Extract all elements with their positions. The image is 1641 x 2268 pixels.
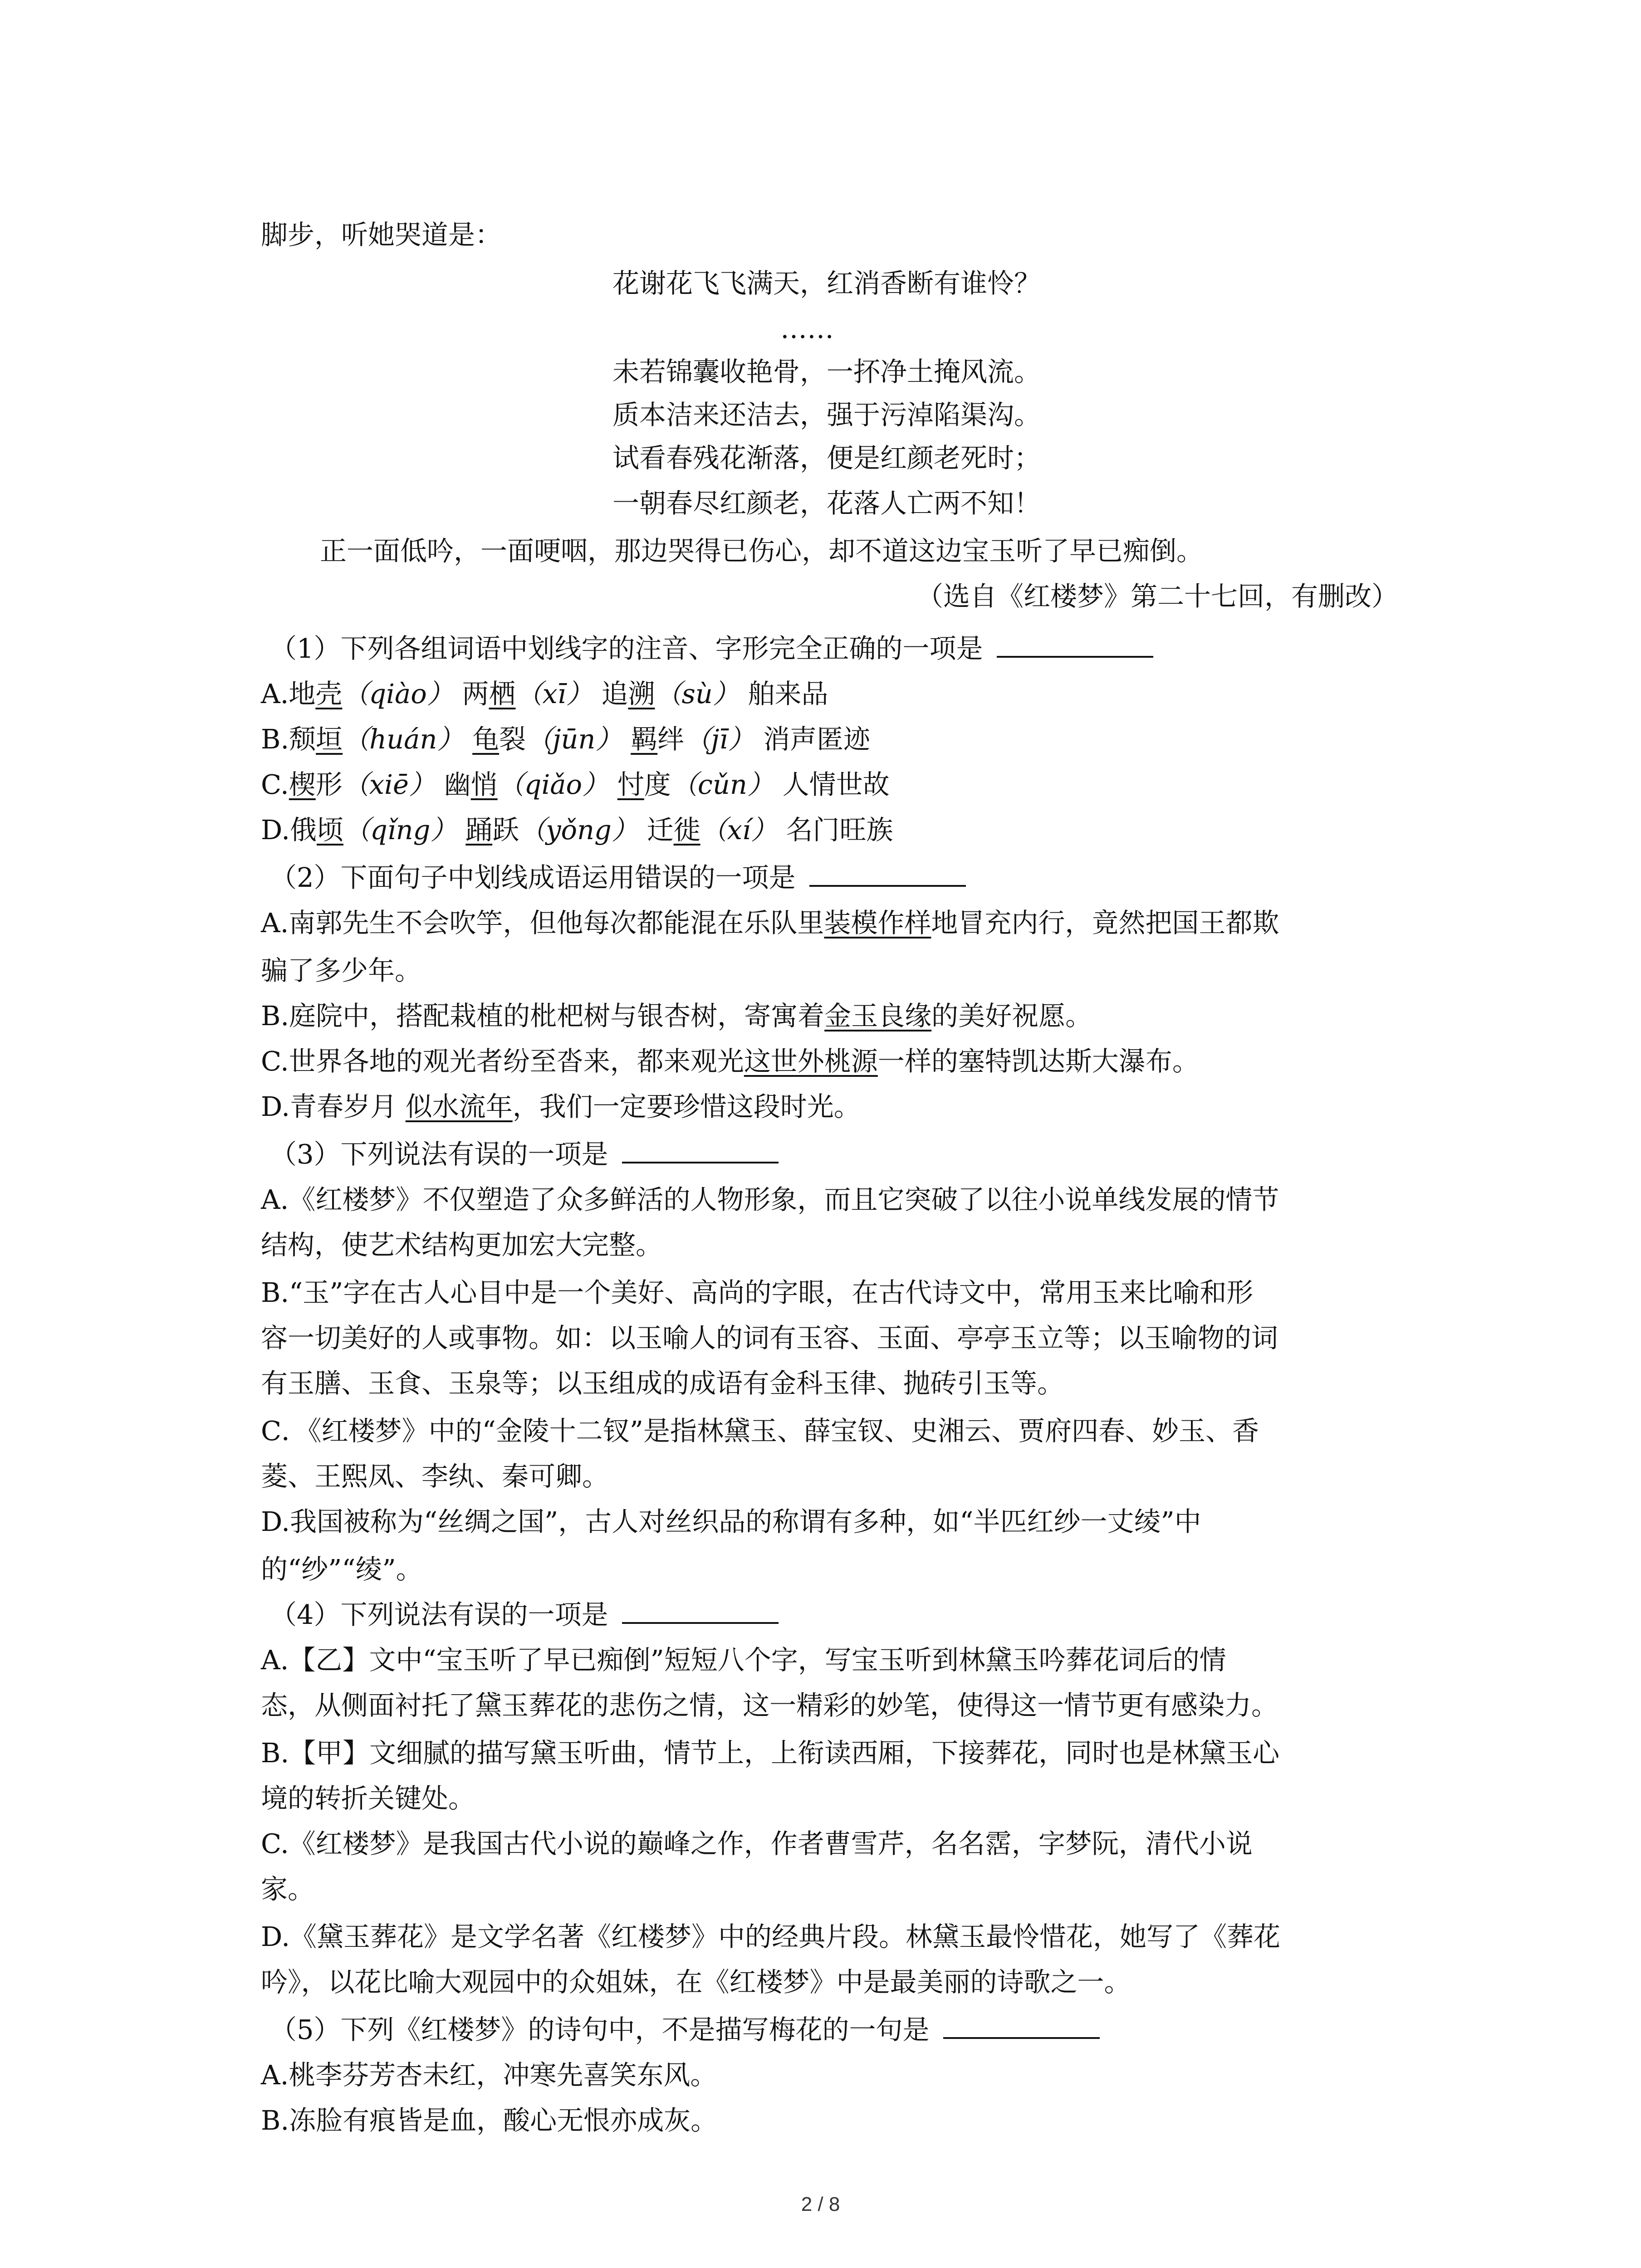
- q2-stem: （2）下面句子中划线成语运用错误的一项是: [270, 862, 966, 894]
- q4-answer-blank[interactable]: [622, 1599, 779, 1624]
- q4-option-d-line-2: 吟》，以花比喻大观园中的众姐妹，在《红楼梦》中是最美丽的诗歌之一。: [261, 1966, 1131, 1998]
- poem-line-5: 一朝春尽红颜老，花落人亡两不知！: [612, 488, 1041, 519]
- q1-answer-blank[interactable]: [997, 633, 1153, 658]
- poem-ellipsis: ……: [780, 313, 834, 344]
- q5-stem: （5）下列《红楼梦》的诗句中，不是描写梅花的一句是: [270, 2014, 1100, 2046]
- q3-answer-blank[interactable]: [622, 1139, 779, 1163]
- q4-option-c-line-2: 家。: [261, 1873, 315, 1905]
- q4-option-a-line-2: 态，从侧面衬托了黛玉葬花的悲伤之情，这一精彩的妙笔，使得这一情节更有感染力。: [261, 1690, 1279, 1721]
- q3-option-b-line-2: 容一切美好的人或事物。如：以玉喻人的词有玉容、玉面、亭亭玉立等；以玉喻物的词: [261, 1322, 1279, 1354]
- intro-line: 脚步，听她哭道是：: [261, 219, 502, 250]
- q2-option-a-line-2: 骗了多少年。: [261, 955, 422, 986]
- source-citation: （选自《红楼梦》第二十七回，有删改）: [916, 581, 1399, 612]
- q3-option-c-line-2: 菱、王熙凤、李纨、秦可卿。: [261, 1461, 609, 1492]
- narration-line: 正一面低吟，一面哽咽，那边哭得已伤心，却不道这边宝玉听了早已痴倒。: [320, 535, 1204, 567]
- q3-option-a-line-2: 结构，使艺术结构更加宏大完整。: [261, 1229, 663, 1261]
- q3-option-d-line-1: D.我国被称为“丝绸之国”，古人对丝织品的称谓有多种，如“半匹红纱一丈绫”中: [261, 1506, 1201, 1537]
- q5-option-b: B.冻脸有痕皆是血，酸心无恨亦成灰。: [261, 2105, 718, 2136]
- q2-option-d: D.青春岁月 似水流年，我们一定要珍惜这段时光。: [261, 1091, 861, 1122]
- q3-option-d-line-2: 的“纱”“绫”。: [261, 1554, 423, 1585]
- q2-option-b: B.庭院中，搭配栽植的枇杷树与银杏树，寄寓着金玉良缘的美好祝愿。: [261, 1000, 1092, 1031]
- q4-option-b-line-1: B.【甲】文细腻的描写黛玉听曲，情节上，上衔读西厢，下接葬花，同时也是林黛玉心: [261, 1737, 1280, 1769]
- poem-line-3: 质本洁来还洁去，强于污淖陷渠沟。: [612, 399, 1041, 430]
- q2-option-c: C.世界各地的观光者纷至沓来，都来观光这世外桃源一样的塞特凯达斯大瀑布。: [261, 1046, 1199, 1077]
- poem-line-1: 花谢花飞飞满天，红消香断有谁怜？: [612, 268, 1041, 299]
- q3-option-b-line-3: 有玉膳、玉食、玉泉等；以玉组成的成语有金科玉律、抛砖引玉等。: [261, 1368, 1064, 1399]
- q4-option-a-line-1: A.【乙】文中“宝玉听了早已痴倒”短短八个字，写宝玉听到林黛玉吟葬花词后的情: [261, 1644, 1226, 1676]
- q4-option-d-line-1: D.《黛玉葬花》是文学名著《红楼梦》中的经典片段。林黛玉最怜惜花，她写了《葬花: [261, 1921, 1280, 1952]
- q5-answer-blank[interactable]: [943, 2014, 1100, 2039]
- q3-option-a-line-1: A.《红楼梦》不仅塑造了众多鲜活的人物形象，而且它突破了以往小说单线发展的情节: [261, 1184, 1279, 1215]
- poem-line-4: 试看春残花渐落，便是红颜老死时；: [612, 442, 1041, 474]
- q3-option-c-line-1: C．《红楼梦》中的“金陵十二钗”是指林黛玉、薛宝钗、史湘云、贾府四春、妙玉、香: [261, 1415, 1259, 1447]
- q1-option-a: A.地壳（qiào） 两栖（xī） 追溯（sù） 舶来品: [261, 678, 828, 709]
- q4-option-c-line-1: C.《红楼梦》是我国古代小说的巅峰之作，作者曹雪芹，名名霑，字梦阮，清代小说: [261, 1828, 1253, 1859]
- poem-line-2: 未若锦囊收艳骨，一抔净土掩风流。: [612, 356, 1041, 387]
- q3-option-b-line-1: B.“玉”字在古人心目中是一个美好、高尚的字眼，在古代诗文中，常用玉来比喻和形: [261, 1277, 1254, 1308]
- q4-stem: （4）下列说法有误的一项是: [270, 1599, 779, 1631]
- q5-option-a: A.桃李芬芳杏未红，冲寒先喜笑东风。: [261, 2059, 717, 2091]
- q2-option-a-line-1: A.南郭先生不会吹竽，但他每次都能混在乐队里装模作样地冒充内行，竟然把国王都欺: [261, 907, 1279, 938]
- q1-option-d: D.俄顷（qǐng） 踊跃（yǒng） 迁徙（xí） 名门旺族: [261, 814, 893, 846]
- q2-answer-blank[interactable]: [809, 862, 966, 887]
- q4-option-b-line-2: 境的转折关键处。: [261, 1783, 475, 1814]
- q1-option-b: B.颓垣（huán） 龟裂（jūn） 羁绊（jī） 消声匿迹: [261, 723, 871, 755]
- q3-stem: （3）下列说法有误的一项是: [270, 1139, 779, 1170]
- q1-stem: （1）下列各组词语中划线字的注音、字形完全正确的一项是: [270, 633, 1153, 665]
- q1-option-c: C.楔形（xiē） 幽悄（qiǎo） 忖度（cǔn） 人情世故: [261, 769, 890, 800]
- page-number: 2 / 8: [801, 2193, 840, 2215]
